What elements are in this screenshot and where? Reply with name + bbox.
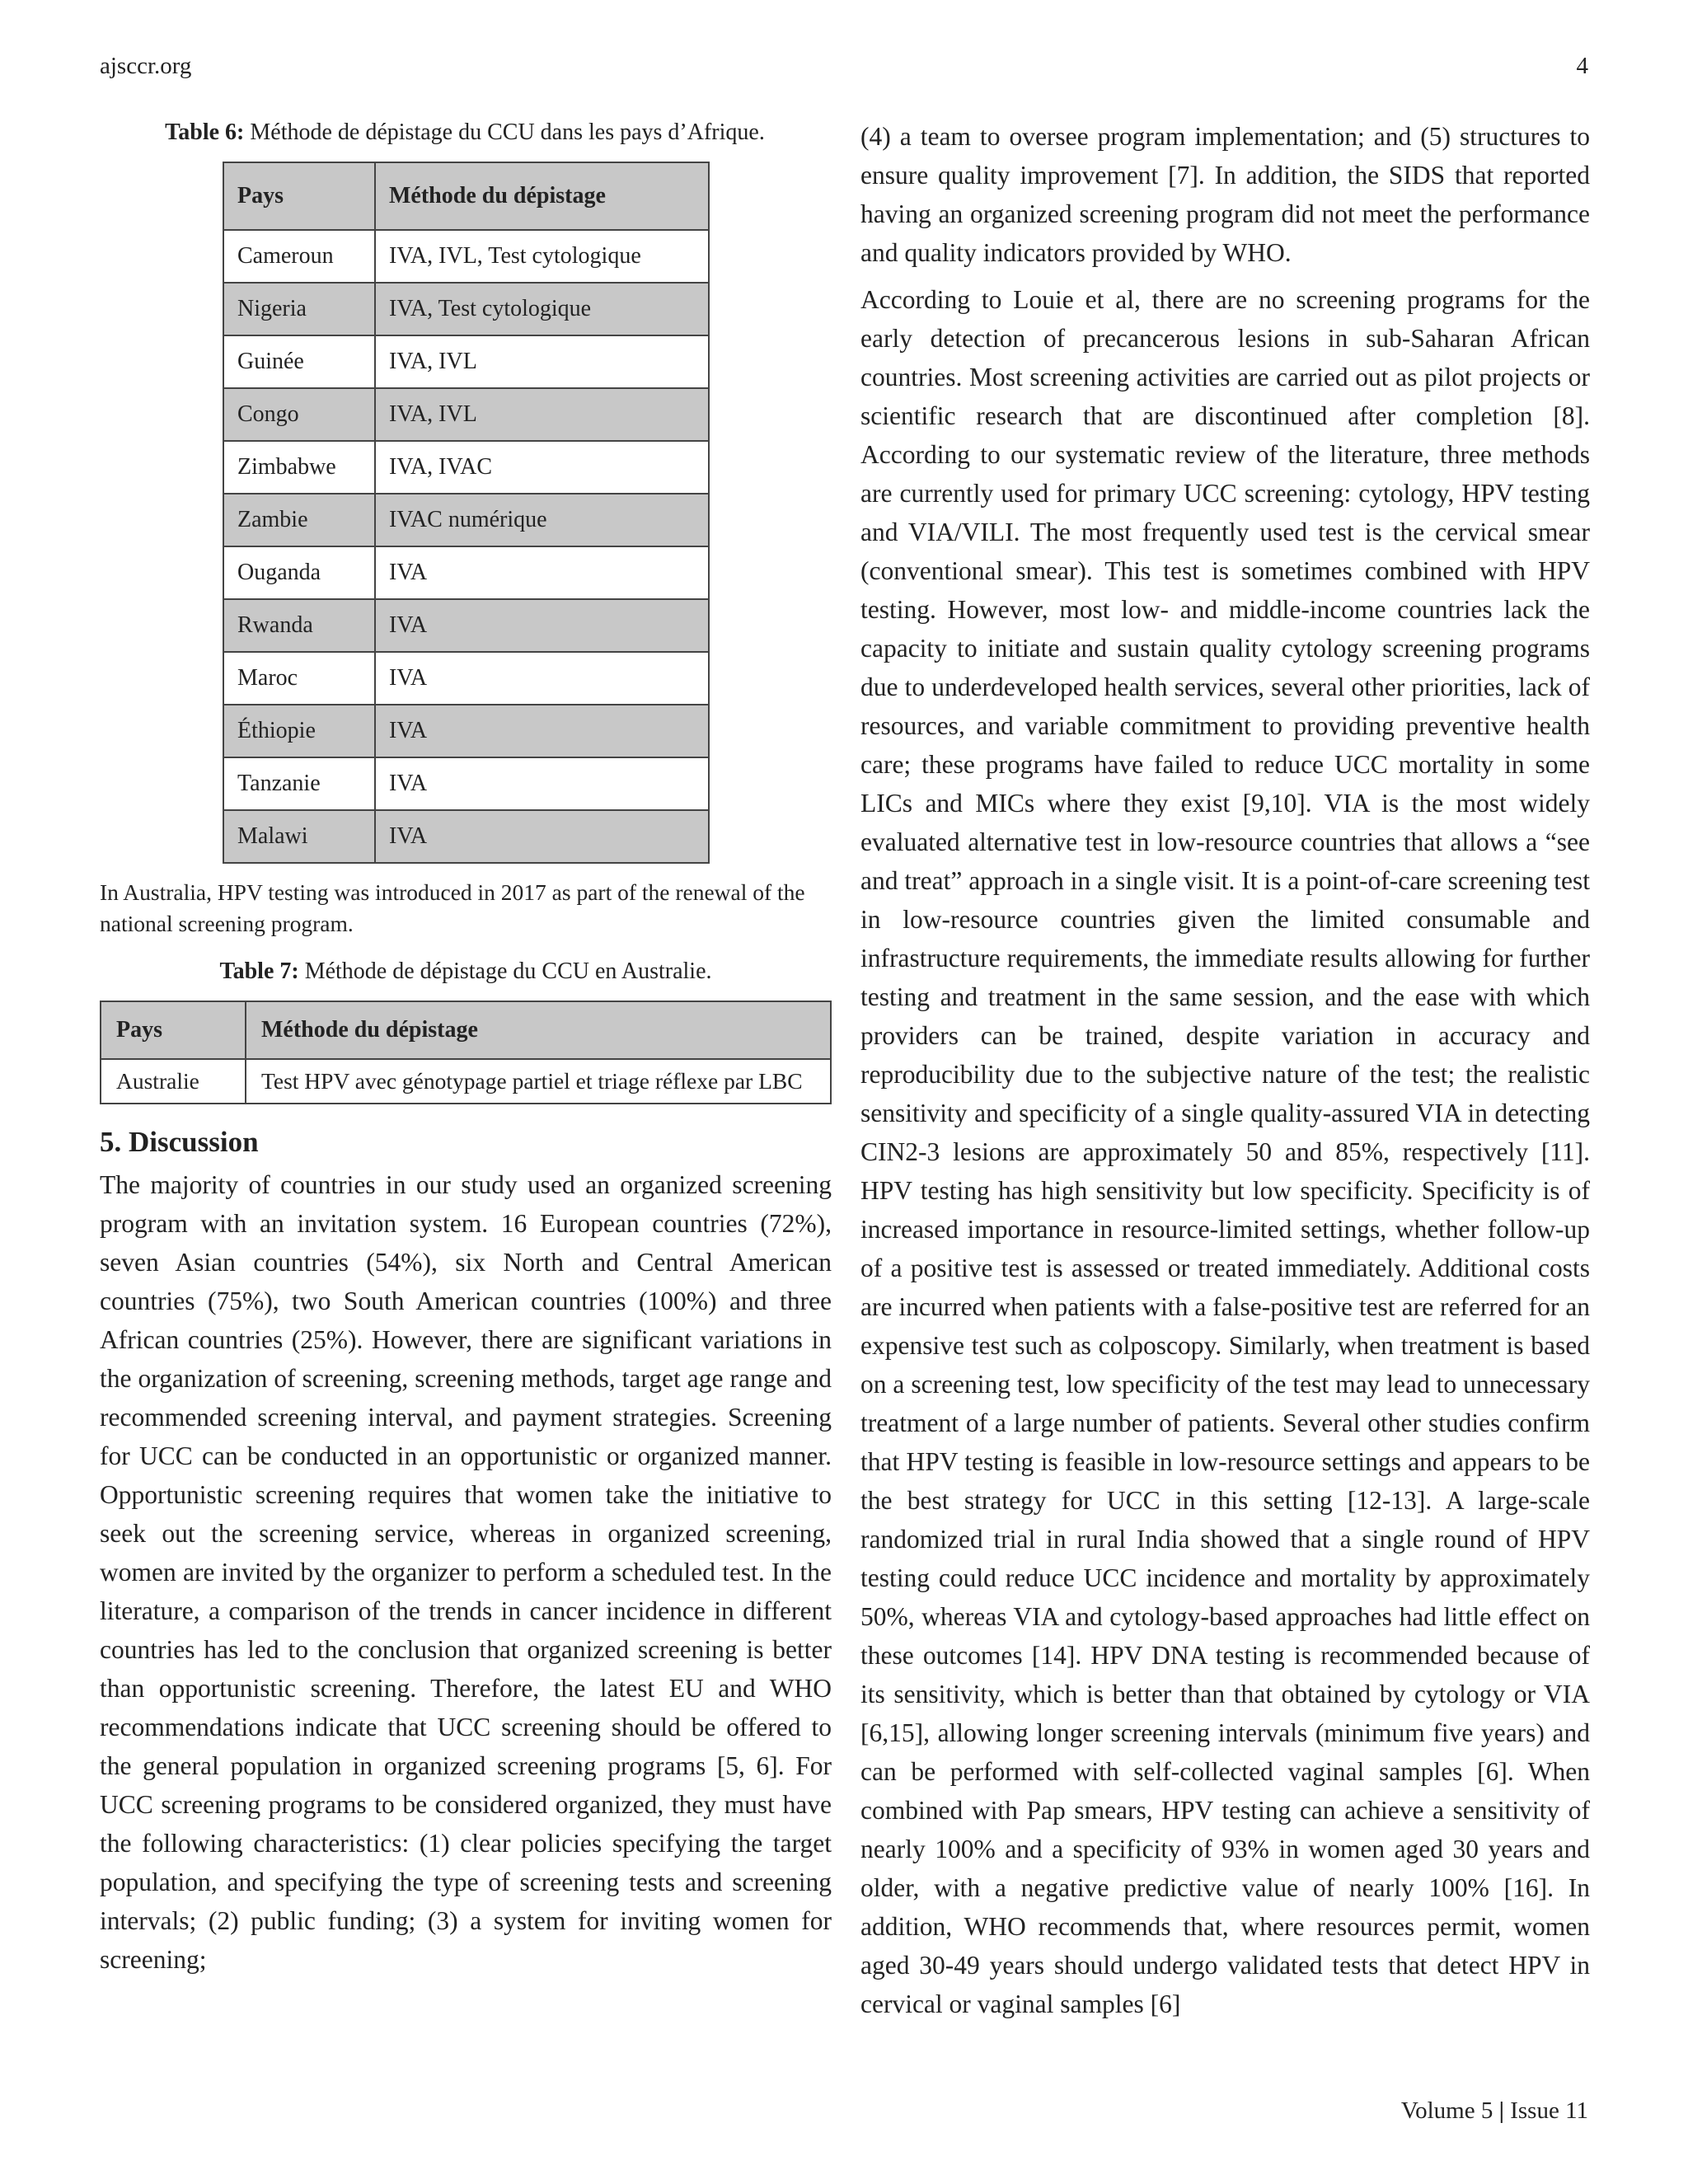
table6-caption [98, 117, 832, 148]
table6-country: Rwanda [223, 599, 375, 652]
table-row [223, 494, 709, 546]
table6-country: Congo [223, 388, 375, 441]
table6-method: IVA, IVL [375, 388, 709, 441]
journal-site: ajsccr.org [100, 53, 192, 79]
table7-col-country: Pays [101, 1001, 246, 1059]
left-column [100, 117, 832, 1979]
page-number: 4 [1576, 53, 1588, 79]
table7 [100, 1001, 832, 1104]
table6-country: Nigeria [223, 283, 375, 335]
table6-country: Tanzanie [223, 757, 375, 810]
footer-separator: | [1498, 2097, 1504, 2124]
table6-country: Guinée [223, 335, 375, 388]
table6-caption-label: Table 6: [165, 120, 245, 145]
table6-method: IVA [375, 810, 709, 863]
table-row [223, 230, 709, 283]
table6-method: IVAC numérique [375, 494, 709, 546]
table6-caption-text: Méthode de dépistage du CCU dans les pays d’Afrique. [250, 120, 765, 145]
footer-volume-issue [1401, 2096, 1588, 2125]
discussion-paragraph-1: The majority of countries in our study used an organized screening program with an invitation system. 16 European countries (72%), seven Asian countries (54%), six North and Central American countries (75%), two South American countries (100%) and three African countries (25%). However, there are significant variations in the organization of screening, screening methods, target age range and recommended screening interval, and payment strategies. Screening for UCC can be conducted in an opportunistic or organized manner. Opportunistic screening requires that women take the initiative to seek out the screening service, whereas in organized screening, women are invited by the organizer to perform a scheduled test. In the literature, a comparison of the trends in cancer incidence in different countries has led to the conclusion that organized screening is better than opportunistic screening. Therefore, the latest EU and WHO recommendations indicate that UCC screening should be offered to the general population in organized screening programs [5, 6]. For UCC screening programs to be considered organized, they must have the following characteristics: (1) clear policies specifying the target population, and specifying the type of screening tests and screening intervals; (2) public funding; (3) a system for inviting women for screening; [100, 1170, 832, 1974]
table7-header-row [101, 1001, 831, 1059]
table7-method: Test HPV avec génotypage partiel et triage réflexe par LBC [246, 1059, 831, 1104]
table6-method: IVA [375, 599, 709, 652]
table6-country: Cameroun [223, 230, 375, 283]
table7-country: Australie [101, 1059, 246, 1104]
table6-method: IVA [375, 546, 709, 599]
table-row [223, 810, 709, 863]
table7-caption [100, 956, 832, 987]
table-row [101, 1059, 831, 1104]
table-row [223, 546, 709, 599]
table6-method: IVA, IVL [375, 335, 709, 388]
table6-country: Malawi [223, 810, 375, 863]
table6-method: IVA, IVAC [375, 441, 709, 494]
footer-volume: Volume 5 [1400, 2097, 1493, 2124]
discussion-paragraph-2: According to Louie et al, there are no screening programs for the early detection of precancerous lesions in sub-Saharan African countries. Most screening activities are carried out as pilot projects or scientific research that are discontinued after completion [8]. According to our systematic review of the literature, three methods are currently used for primary UCC screening: cytology, HPV testing and VIA/VILI. The most frequently used test is the cervical smear (conventional smear). This test is sometimes combined with HPV testing. However, most low- and middle-income countries lack the capacity to initiate and sustain quality cytology screening programs due to underdeveloped health services, several other priorities, lack of resources, and variable commitment to providing preventive health care; these programs have failed to reduce UCC mortality in some LICs and MICs where they exist [9,10]. VIA is the most widely evaluated alternative test in low-resource countries that allows a “see and treat” approach in a single visit. It is a point-of-care screening test in low-resource countries given the limited consumable and infrastructure requirements, the immediate results allowing for further testing and treatment in the same session, and the ease with which providers can be trained, despite variation in accuracy and reproducibility due to the subjective nature of the test; the realistic sensitivity and specificity of a single quality-assured VIA in detecting CIN2-3 lesions are approximately 50 and 85%, respectively [11]. HPV testing has high sensitivity but low specificity. Specificity is of increased importance in resource-limited settings, whether follow-up of a positive test is assessed or treated immediately. Additional costs are incurred when patients with a false-positive test are referred for an expensive test such as colposcopy. Similarly, when treatment is based on a screening test, low specificity of the test may lead to unnecessary treatment of a large number of patients. Several other studies confirm that HPV testing is feasible in low-resource settings and appears to be the best strategy for UCC in this setting [12-13]. A large-scale randomized trial in rural India showed that a single round of HPV testing could reduce UCC incidence and mortality by approximately 50%, whereas VIA and cytology-based approaches had little effect on these outcomes [14]. HPV DNA testing is recommended because of its sensitivity, which is better than that obtained by cytology or VIA [6,15], allowing longer screening intervals (minimum five years) and can be performed with self-collected vaginal samples [6]. When combined with Pap smears, HPV testing can achieve a sensitivity of nearly 100% and a specificity of 93% in women aged 30 years and older, with a negative predictive value of nearly 100% [16]. In addition, WHO recommends that, where resources permit, women aged 30-49 years should undergo validated tests that detect HPV in cervical or vaginal samples [6] [860, 285, 1590, 2018]
australia-note: In Australia, HPV testing was introduced in 2017 as part of the renewal of the national screening program. [100, 879, 805, 936]
table-row [223, 705, 709, 757]
discussion-paragraph-1-continued: (4) a team to oversee program implementation; and (5) structures to ensure quality improvement [7]. In addition, the SIDS that reported having an organized screening program did not meet the performance and quality indicators provided by WHO. [860, 122, 1590, 267]
table-row [223, 283, 709, 335]
table7-caption-text: Méthode de dépistage du CCU en Australie. [304, 958, 712, 984]
table6-country: Zambie [223, 494, 375, 546]
table6-method: IVA [375, 705, 709, 757]
table6 [223, 162, 710, 864]
table6-method: IVA [375, 652, 709, 705]
table7-col-method: Méthode du dépistage [246, 1001, 831, 1059]
table6-country: Maroc [223, 652, 375, 705]
table-row [223, 757, 709, 810]
table-row [223, 652, 709, 705]
table6-country: Éthiopie [223, 705, 375, 757]
table7-caption-label: Table 7: [219, 958, 299, 984]
table-row [223, 335, 709, 388]
right-column [860, 117, 1590, 2023]
table6-country: Zimbabwe [223, 441, 375, 494]
table6-col-method: Méthode du dépistage [375, 162, 709, 230]
table6-col-country: Pays [223, 162, 375, 230]
table-row [223, 388, 709, 441]
table6-method: IVA, Test cytologique [375, 283, 709, 335]
table-row [223, 441, 709, 494]
table-row [223, 599, 709, 652]
table6-header-row [223, 162, 709, 230]
footer-issue: Issue 11 [1510, 2097, 1588, 2124]
table6-country: Ouganda [223, 546, 375, 599]
table6-method: IVA, IVL, Test cytologique [375, 230, 709, 283]
discussion-heading: 5. Discussion [100, 1126, 259, 1158]
table6-method: IVA [375, 757, 709, 810]
